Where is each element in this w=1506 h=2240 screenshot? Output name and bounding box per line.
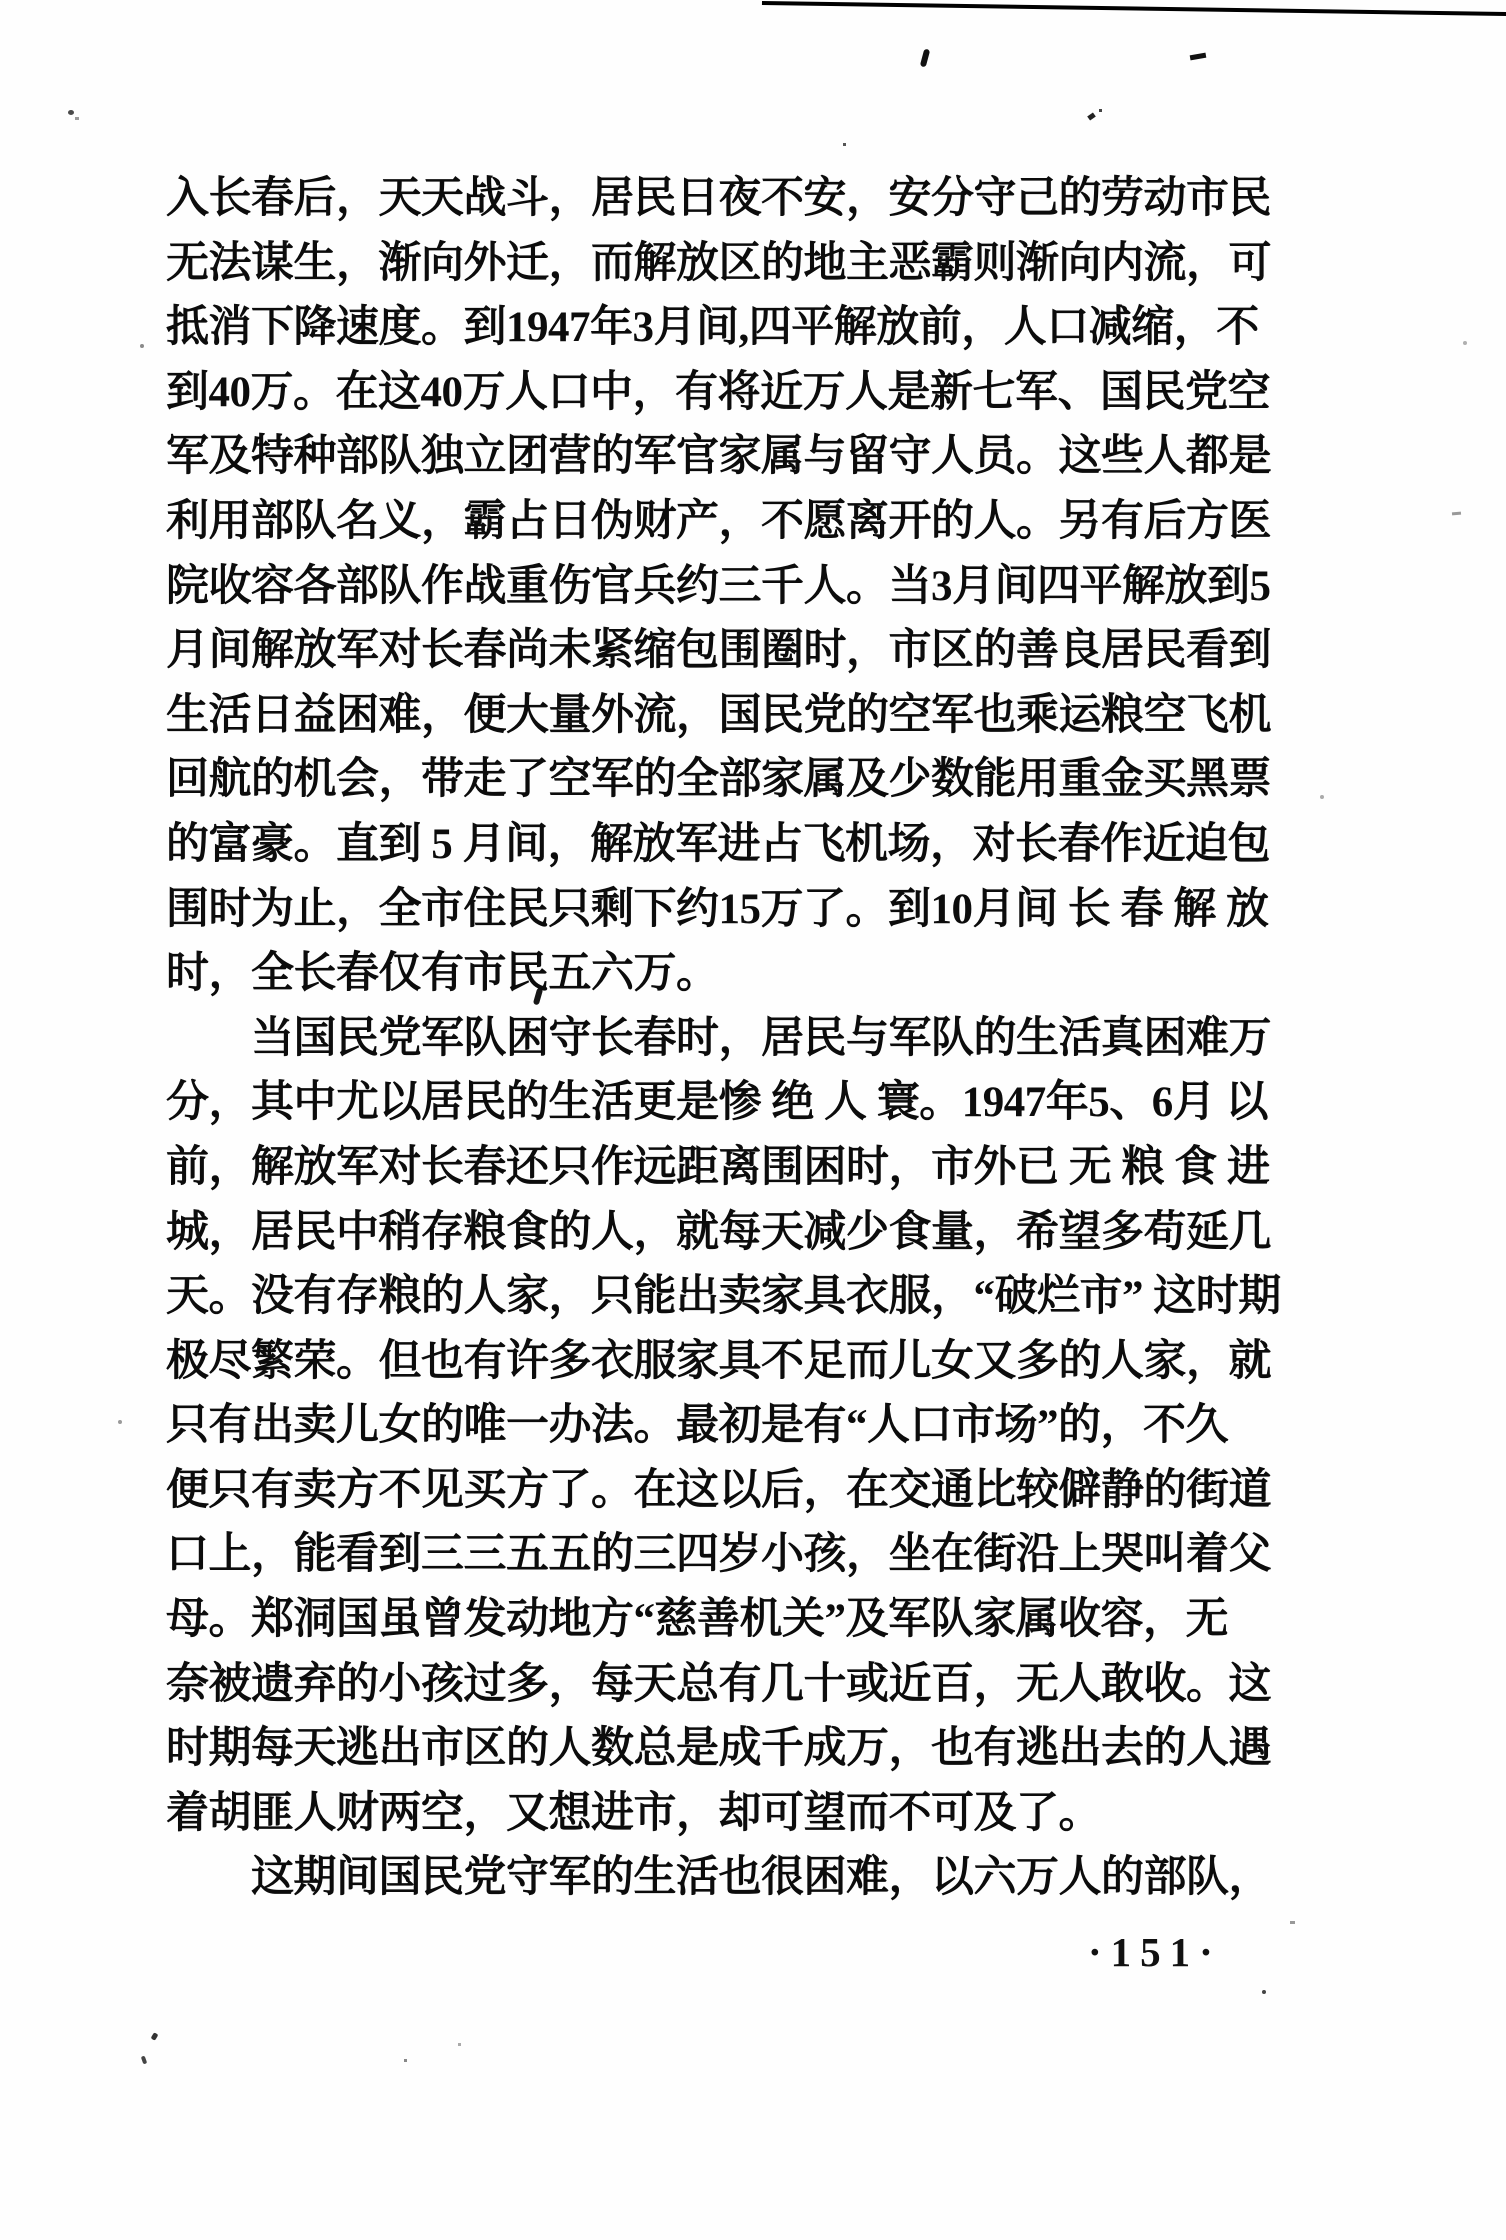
text-line: 只有出卖儿女的唯一办法。最初是有“人口市场”的，不久 <box>166 1402 1228 1450</box>
scan-speck <box>151 2032 159 2041</box>
scan-speck <box>1320 795 1324 799</box>
text-line: 无法谋生，渐向外迁，而解放区的地主恶霸则渐向内流，可 <box>166 239 1271 287</box>
scan-speck <box>404 2059 407 2062</box>
text-line: 回航的机会，带走了空军的全部家属及少数能用重金买黑票 <box>166 756 1271 804</box>
text-line: 着胡匪人财两空，又想进市，却可望而不可及了。 <box>166 1789 1101 1837</box>
scan-speck <box>68 110 74 115</box>
paragraph-3 <box>166 1849 1284 1914</box>
scan-speck <box>1290 1921 1295 1924</box>
text-line: 时，全长春仅有市民五六万。 <box>166 950 719 998</box>
text-line: 抵消下降速度。到1947年3月间,四平解放前，人口减缩，不 <box>166 304 1259 352</box>
scan-speck <box>1452 512 1461 516</box>
text-line: 天。没有存粮的人家，只能出卖家具衣服，“破烂市” 这时期 <box>166 1273 1281 1321</box>
page-number: ·151· <box>1088 1929 1222 1975</box>
text-line: 城，居民中稍存粮食的人，就每天减少食量，希望多苟延几 <box>166 1208 1271 1256</box>
text-line: 围时为止，全市住民只剩下约15万了。到10月间 长 春 解 放 <box>166 885 1269 933</box>
text-line: 奈被遗弃的小孩过多，每天总有几十或近百，无人敢收。这 <box>166 1660 1271 1708</box>
scan-speck <box>1099 109 1102 112</box>
scan-speck <box>1190 53 1207 61</box>
text-line: 时期每天逃出市区的人数总是成千成万，也有逃出去的人遇 <box>166 1725 1271 1773</box>
body-text <box>166 170 1284 1914</box>
text-line: 院收容各部队作战重伤官兵约三千人。当3月间四平解放到5 <box>166 562 1271 610</box>
text-line: 分，其中尤以居民的生活更是惨 绝 人 寰。1947年5、6月 以 <box>166 1079 1268 1127</box>
scan-speck <box>1463 341 1467 345</box>
text-line: 极尽繁荣。但也有许多衣服家具不足而儿女又多的人家，就 <box>166 1337 1271 1385</box>
scan-speck <box>1262 1990 1266 1994</box>
text-line: 前，解放军对长春还只作远距离围困时，市外已 无 粮 食 进 <box>166 1143 1270 1191</box>
scan-speck <box>75 117 79 120</box>
scan-speck <box>843 143 846 146</box>
scan-artifact-top-edge-line <box>762 1 1506 16</box>
text-line: 军及特种部队独立团营的军官家属与留守人员。这些人都是 <box>166 433 1271 481</box>
text-line: 这期间国民党守军的生活也很困难，以六万人的部队， <box>251 1854 1271 1902</box>
text-line: 口上，能看到三三五五的三四岁小孩，坐在街沿上哭叫着父 <box>166 1531 1271 1579</box>
text-line: 的富豪。直到 5 月间，解放军进占飞机场，对长春作近迫包 <box>166 820 1270 868</box>
paragraph-2 <box>166 1010 1284 1850</box>
text-line: 月间解放军对长春尚未紧缩包围圈时，市区的善良居民看到 <box>166 627 1271 675</box>
scan-speck <box>140 344 144 348</box>
text-line: 母。郑洞国虽曾发动地方“慈善机关”及军队家属收容，无 <box>166 1596 1228 1644</box>
text-line: 利用部队名义，霸占日伪财产，不愿离开的人。另有后方医 <box>166 497 1271 545</box>
text-line: 当国民党军队困守长春时，居民与军队的生活真困难万 <box>251 1014 1271 1062</box>
scan-speck <box>920 49 930 68</box>
scan-speck <box>141 2056 147 2065</box>
scan-speck <box>1087 112 1096 120</box>
paragraph-1 <box>166 170 1284 1010</box>
scan-speck <box>458 2043 461 2046</box>
scan-speck <box>118 1420 122 1424</box>
text-line: 到40万。在这40万人口中，有将近万人是新七军、国民党空 <box>166 368 1270 416</box>
text-line: 生活日益困难，便大量外流，国民党的空军也乘运粮空飞机 <box>166 691 1271 739</box>
text-line: 便只有卖方不见买方了。在这以后，在交通比较僻静的街道 <box>166 1466 1271 1514</box>
text-line: 入长春后，天天战斗，居民日夜不安，安分守己的劳动市民 <box>166 175 1271 222</box>
